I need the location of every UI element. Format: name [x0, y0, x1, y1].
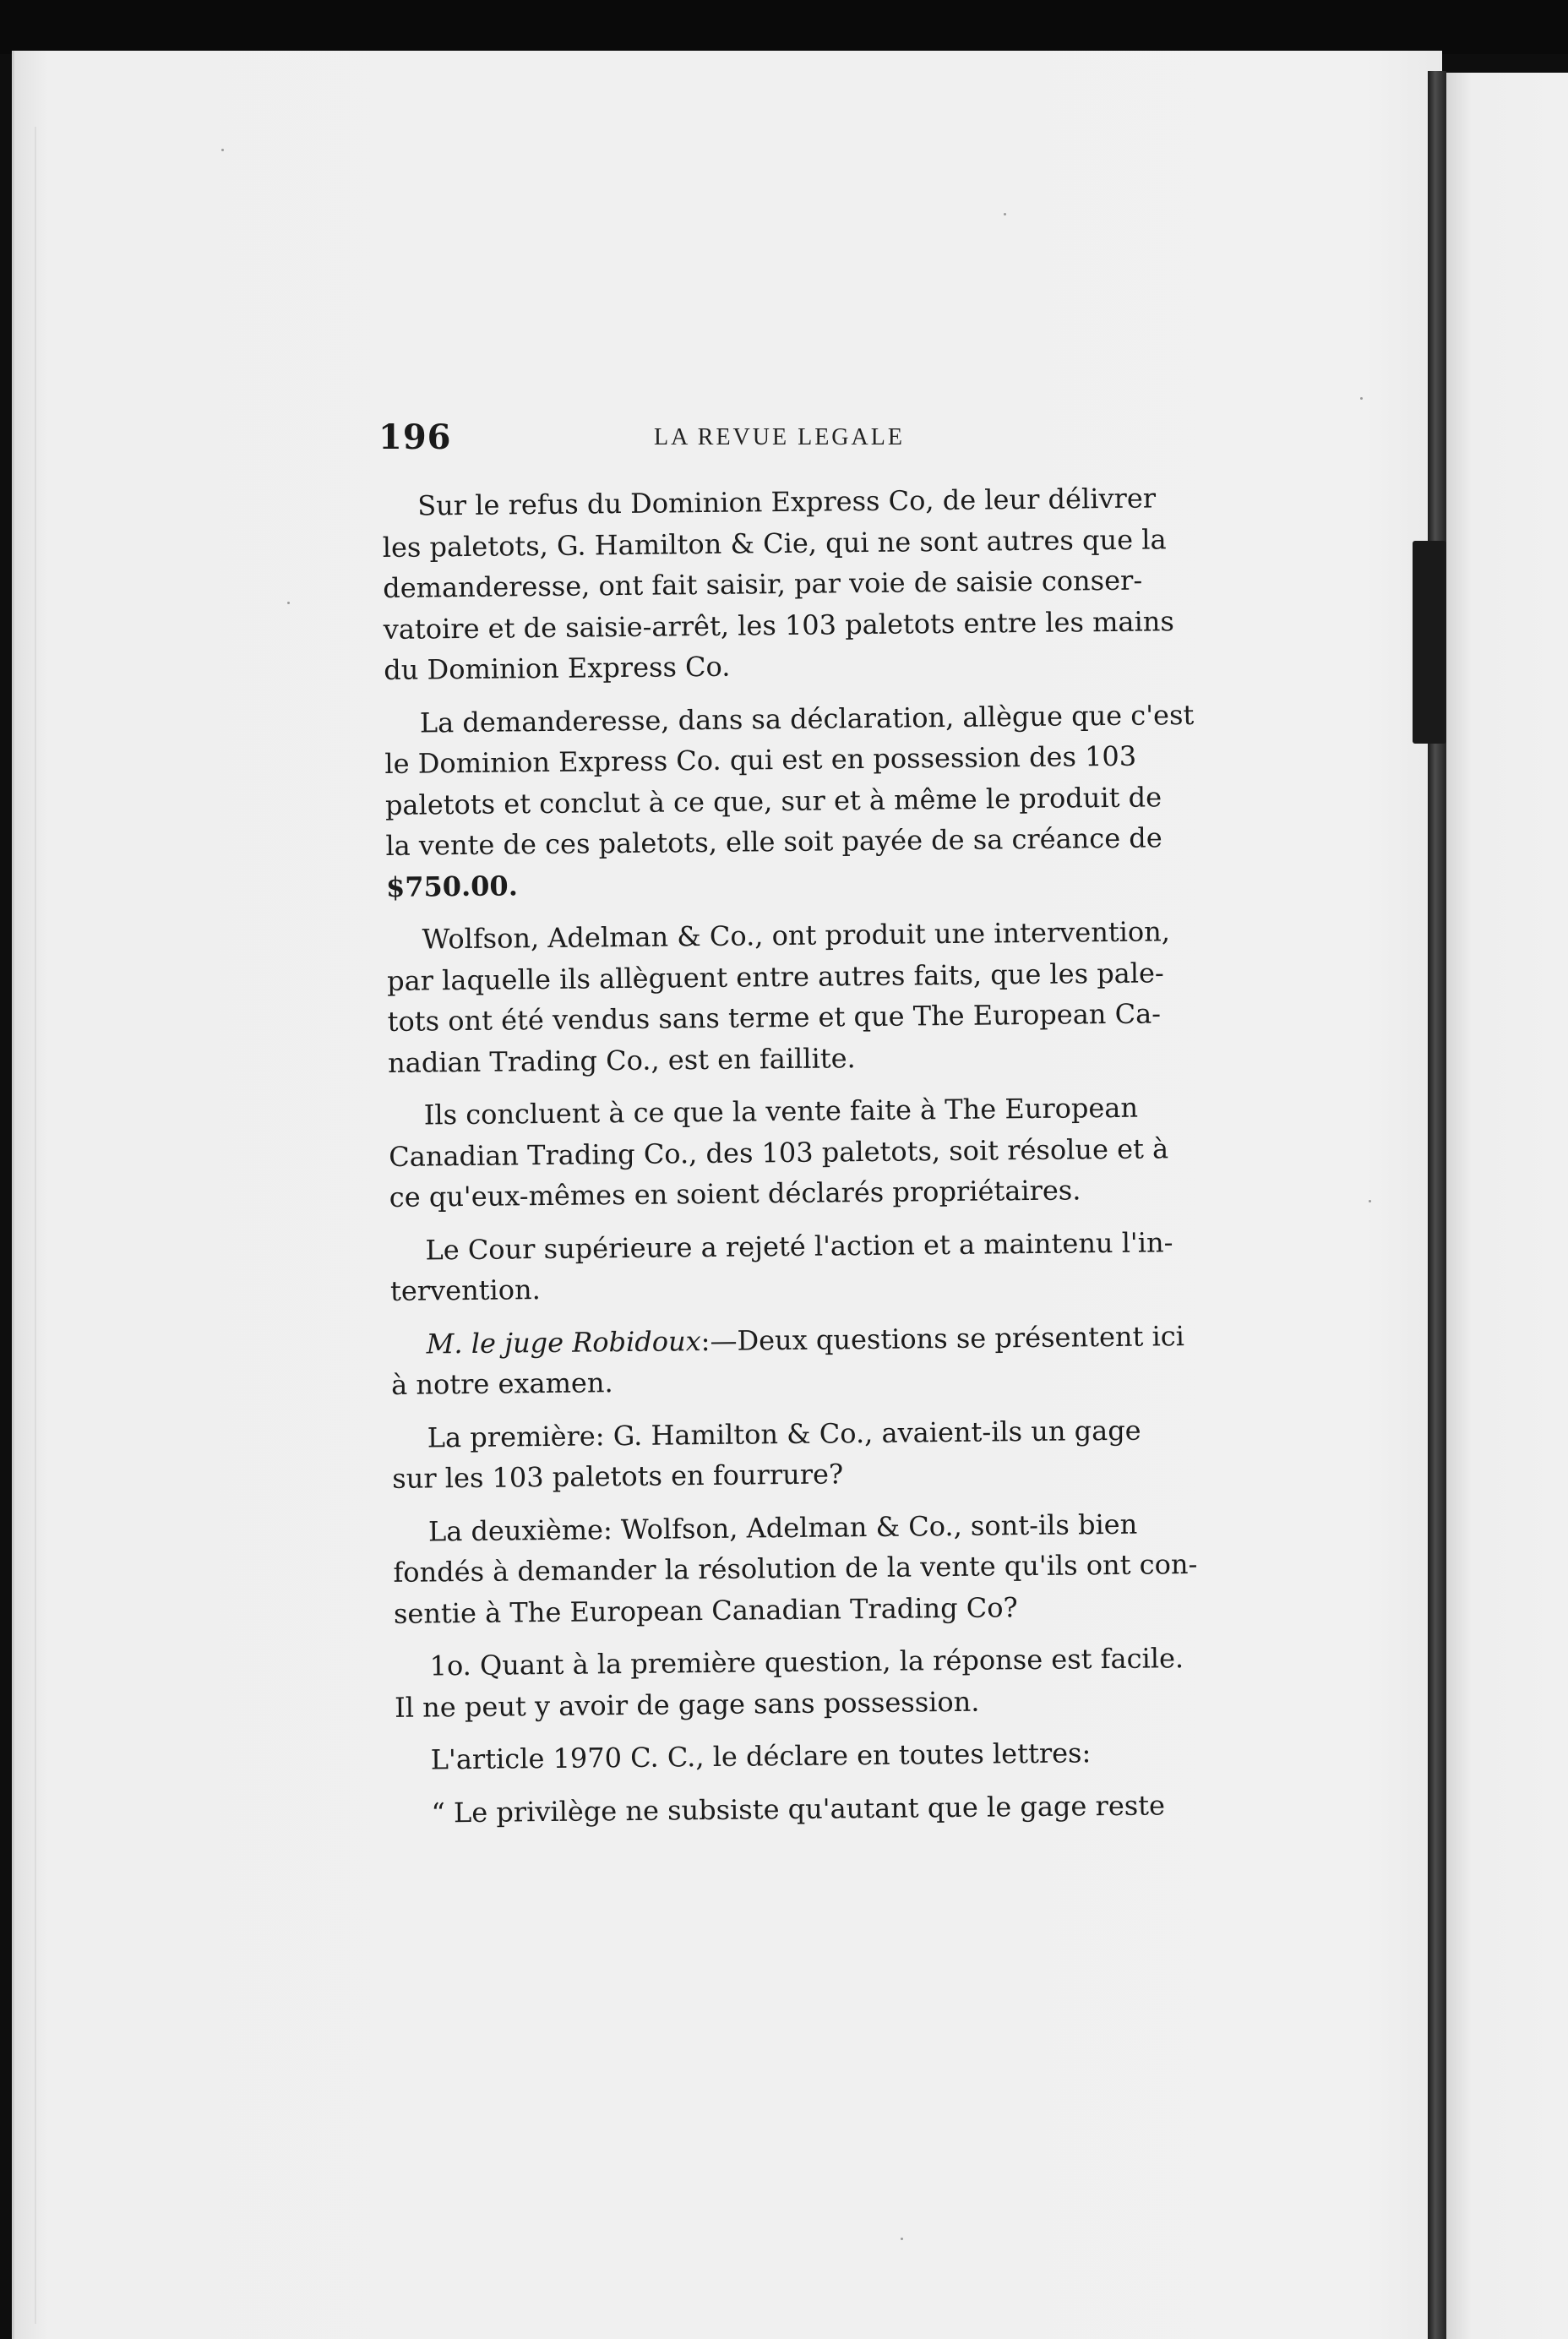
- page-header: [378, 417, 1223, 468]
- text-line: vatoire et de saisie-arrêt, les 103 paletots entre les mains: [383, 604, 1174, 646]
- text-line: [390, 1315, 1227, 1365]
- text-line: tervention.: [389, 1273, 542, 1307]
- text-line: Ils concluent à ce que la vente faite à The European: [423, 1091, 1139, 1131]
- paragraph-9: [394, 1638, 1231, 1728]
- text-line: les paletots, G. Hamilton & Cie, qui ne sont autres que la: [382, 522, 1167, 564]
- speck: [1369, 1200, 1371, 1202]
- text-line: La deuxième: Wolfson, Adelman & Co., sont-ils bien: [427, 1508, 1138, 1547]
- text-line: L'article 1970 C. C., le déclare en toutes lettres:: [430, 1737, 1092, 1776]
- paragraph-2: [384, 694, 1222, 908]
- text-line: tots ont été vendus sans terme et que The European Ca-: [387, 997, 1162, 1038]
- text-line: le Dominion Express Co. qui est en possession des 103: [384, 739, 1137, 780]
- text-line: par laquelle ils allèguent entre autres faits, que les pale-: [386, 956, 1164, 997]
- text-line: La première: G. Hamilton & Co., avaient-ils un gage: [427, 1414, 1141, 1453]
- text-line: 1o. Quant à la première question, la réponse est facile.: [429, 1642, 1184, 1682]
- text-line: demanderesse, ont fait saisir, par voie de saisie conser-: [383, 564, 1143, 604]
- running-head: LA REVUE LEGALE: [654, 424, 905, 450]
- text-line: Le Cour supérieure a rejeté l'action et a maintenu l'in-: [425, 1225, 1173, 1267]
- speck: [287, 602, 290, 604]
- speck: [221, 149, 224, 151]
- paragraph-5: [389, 1221, 1227, 1311]
- judge-name: M. le juge Robidoux: [426, 1324, 701, 1360]
- text-line: la vente de ces paletots, elle soit payée de sa créance de: [385, 821, 1162, 862]
- paragraph-10: [395, 1731, 1232, 1781]
- text-line: La demanderesse, dans sa déclaration, allègue que c'est: [419, 698, 1195, 739]
- adjacent-page-edge: [1446, 73, 1568, 2339]
- text-line: sentie à The European Canadian Trading Co?: [393, 1590, 1018, 1630]
- paragraph-6: [390, 1315, 1228, 1405]
- text-line: Il ne peut y avoir de gage sans possession.: [394, 1685, 980, 1724]
- paragraph-1: [382, 477, 1220, 691]
- body-text: [382, 477, 1233, 1846]
- text-line: Sur le refus du Dominion Express Co, de leur délivrer: [417, 482, 1157, 522]
- text-line: sur les 103 paletots en fourrure?: [392, 1458, 844, 1495]
- text-line: nadian Trading Co., est en faillite.: [387, 1041, 856, 1079]
- text-line: fondés à demander la résolution de la vente qu'ils ont con-: [393, 1547, 1198, 1589]
- speck: [1360, 397, 1363, 400]
- binding-clip: [1413, 541, 1446, 744]
- speck: [1004, 213, 1006, 215]
- paragraph-4: [389, 1087, 1226, 1219]
- text-line: à notre examen.: [390, 1366, 613, 1401]
- paragraph-8: [393, 1502, 1230, 1634]
- book-binding-gutter: [1428, 71, 1446, 2339]
- text-line: Wolfson, Adelman & Co., ont produit une intervention,: [422, 915, 1171, 956]
- text-line: ce qu'eux-mêmes en soient déclarés propriétaires.: [389, 1174, 1081, 1213]
- text-line-rest: :—Deux questions se présentent ici: [700, 1319, 1185, 1357]
- page-edge-line: [35, 127, 36, 2324]
- paragraph-3: [386, 911, 1224, 1083]
- paragraph-11: [395, 1784, 1232, 1834]
- page-number: 196: [378, 417, 452, 457]
- scan-top-border: [0, 0, 1568, 54]
- text-line: Canadian Trading Co., des 103 paletots, soit résolue et à: [389, 1131, 1169, 1173]
- text-line: du Dominion Express Co.: [384, 650, 731, 686]
- speck: [901, 2238, 903, 2240]
- paragraph-7: [392, 1409, 1229, 1499]
- text-line-amount: $750.00.: [385, 869, 519, 903]
- text-line: paletots et conclut à ce que, sur et à même le produit de: [384, 780, 1162, 821]
- text-line: “ Le privilège ne subsiste qu'autant que le gage reste: [431, 1788, 1166, 1829]
